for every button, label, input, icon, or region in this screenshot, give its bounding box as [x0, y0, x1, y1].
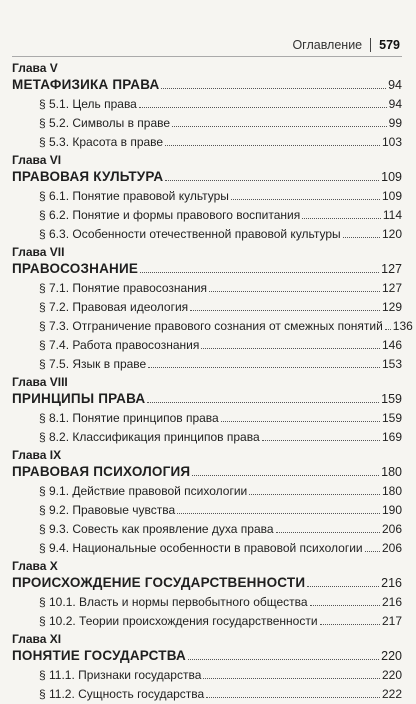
dot-leader [276, 532, 380, 533]
chapter-label: Глава V [12, 61, 58, 75]
toc-chapter [12, 632, 402, 704]
dot-leader [148, 367, 380, 368]
chapter-label: Глава VIII [12, 375, 68, 389]
dot-leader [206, 697, 380, 698]
section-page-number: 159 [381, 411, 402, 425]
section-page-number: 103 [381, 135, 402, 149]
chapter-page-number: 109 [381, 170, 402, 184]
chapter-title: ПОНЯТИЕ ГОСУДАРСТВА [12, 648, 186, 663]
section-title: § 7.3. Отграничение правового сознания от смежных понятий [39, 319, 383, 333]
section-title: § 9.4. Национальные особенности в правовой психологии [39, 541, 363, 555]
section-title: § 7.5. Язык в праве [39, 357, 147, 371]
dot-leader [365, 551, 380, 552]
chapter-title: ПРАВОВАЯ ПСИХОЛОГИЯ [12, 464, 191, 479]
chapter-page-number: 127 [381, 262, 402, 276]
dot-leader [310, 605, 380, 606]
chapter-page-number: 180 [381, 465, 402, 479]
toc-chapter [12, 375, 402, 447]
toc-section-row[interactable] [12, 409, 402, 428]
chapter-page-number: 220 [381, 649, 402, 663]
chapter-title: ПРАВОВАЯ КУЛЬТУРА [12, 169, 164, 184]
dot-leader [201, 348, 380, 349]
chapter-page-number: 216 [381, 576, 402, 590]
toc-section-row[interactable] [12, 114, 402, 133]
chapter-title: ПРОИСХОЖДЕНИЕ ГОСУДАРСТВЕННОСТИ [12, 575, 306, 590]
toc-section-row[interactable] [12, 187, 402, 206]
section-page-number: 220 [381, 668, 402, 682]
chapter-title-row[interactable] [12, 573, 402, 593]
toc-section-row[interactable] [12, 685, 402, 704]
chapter-page-number: 159 [381, 392, 402, 406]
toc-section-row[interactable] [12, 206, 402, 225]
section-title: § 8.1. Понятие принципов права [39, 411, 219, 425]
section-title: § 10.1. Власть и нормы первобытного общества [39, 595, 308, 609]
dot-leader [385, 329, 391, 330]
section-page-number: 169 [381, 430, 402, 444]
toc-chapter [12, 448, 402, 558]
dot-leader [140, 272, 379, 273]
toc-section-row[interactable] [12, 539, 402, 558]
section-page-number: 146 [381, 338, 402, 352]
section-title: § 5.2. Символы в праве [39, 116, 171, 130]
toc-section-row[interactable] [12, 482, 402, 501]
chapter-title-row[interactable] [12, 259, 402, 279]
dot-leader [190, 310, 380, 311]
toc-section-row[interactable] [12, 133, 402, 152]
running-header [292, 38, 400, 52]
toc-section-row[interactable] [12, 279, 402, 298]
header-separator [370, 38, 371, 52]
chapter-title: МЕТАФИЗИКА ПРАВА [12, 77, 160, 92]
section-page-number: 180 [381, 484, 402, 498]
toc-chapter [12, 61, 402, 152]
section-page-number: 206 [381, 541, 402, 555]
section-page-number: 114 [382, 208, 402, 222]
section-title: § 6.2. Понятие и формы правового воспитания [39, 208, 301, 222]
chapter-label: Глава XI [12, 632, 62, 646]
section-page-number: 109 [381, 189, 402, 203]
section-title: § 11.2. Сущность государства [39, 687, 205, 701]
dot-leader [139, 107, 387, 108]
dot-leader [307, 586, 379, 587]
section-page-number: 216 [381, 595, 402, 609]
section-page-number: 129 [381, 300, 402, 314]
dot-leader [343, 237, 380, 238]
toc-section-row[interactable] [12, 298, 402, 317]
toc-section-row[interactable] [12, 355, 402, 374]
section-title: § 5.3. Красота в праве [39, 135, 164, 149]
toc-section-row[interactable] [12, 95, 402, 114]
section-title: § 9.2. Правовые чувства [39, 503, 176, 517]
toc-section-row[interactable] [12, 225, 402, 244]
toc-section-row[interactable] [12, 428, 402, 447]
dot-leader [209, 291, 380, 292]
section-page-number: 120 [381, 227, 402, 241]
toc-chapter [12, 245, 413, 374]
header-section-title: Оглавление [292, 38, 363, 52]
toc-chapter [12, 153, 402, 244]
section-title: § 6.1. Понятие правовой культуры [39, 189, 229, 203]
dot-leader [165, 180, 379, 181]
chapter-title-row[interactable] [12, 646, 402, 666]
toc-section-row[interactable] [12, 612, 402, 631]
chapter-label: Глава VII [12, 245, 65, 259]
header-rule [12, 56, 402, 57]
section-title: § 11.1. Признаки государства [39, 668, 202, 682]
dot-leader [147, 402, 379, 403]
chapter-title: ПРИНЦИПЫ ПРАВА [12, 391, 146, 406]
header-page-number: 579 [379, 38, 400, 52]
toc-chapter [12, 559, 402, 631]
section-page-number: 217 [381, 614, 402, 628]
toc-section-row[interactable] [12, 520, 402, 539]
section-title: § 6.3. Особенности отечественной правовой культуры [39, 227, 341, 241]
toc-section-row[interactable] [12, 501, 402, 520]
dot-leader [249, 494, 380, 495]
toc-section-row[interactable] [12, 317, 413, 336]
section-page-number: 136 [392, 319, 413, 333]
section-page-number: 94 [388, 97, 402, 111]
section-title: § 7.4. Работа правосознания [39, 338, 200, 352]
chapter-title-row[interactable] [12, 167, 402, 187]
dot-leader [188, 659, 379, 660]
dot-leader [320, 624, 380, 625]
section-page-number: 99 [388, 116, 402, 130]
section-title: § 9.1. Действие правовой психологии [39, 484, 248, 498]
section-page-number: 153 [381, 357, 402, 371]
chapter-title: ПРАВОСОЗНАНИЕ [12, 261, 139, 276]
section-title: § 8.2. Классификация принципов права [39, 430, 260, 444]
section-page-number: 190 [381, 503, 402, 517]
toc-section-row[interactable] [12, 593, 402, 612]
chapter-title-row[interactable] [12, 75, 402, 95]
chapter-label: Глава IX [12, 448, 62, 462]
dot-leader [161, 88, 386, 89]
section-title: § 10.2. Теории происхождения государственности [39, 614, 318, 628]
toc-section-row[interactable] [12, 336, 402, 355]
dot-leader [172, 126, 387, 127]
chapter-label: Глава X [12, 559, 58, 573]
dot-leader [221, 421, 380, 422]
dot-leader [262, 440, 380, 441]
chapter-title-row[interactable] [12, 389, 402, 409]
dot-leader [165, 145, 380, 146]
dot-leader [192, 475, 379, 476]
section-title: § 9.3. Совесть как проявление духа права [39, 522, 274, 536]
chapter-label: Глава VI [12, 153, 62, 167]
chapter-page-number: 94 [388, 78, 402, 92]
section-page-number: 222 [381, 687, 402, 701]
table-of-contents [12, 60, 413, 704]
dot-leader [302, 218, 381, 219]
toc-section-row[interactable] [12, 666, 402, 685]
dot-leader [231, 199, 380, 200]
dot-leader [177, 513, 380, 514]
chapter-title-row[interactable] [12, 462, 402, 482]
section-page-number: 206 [381, 522, 402, 536]
section-title: § 7.2. Правовая идеология [39, 300, 189, 314]
section-title: § 5.1. Цель права [39, 97, 137, 111]
section-page-number: 127 [381, 281, 402, 295]
section-title: § 7.1. Понятие правосознания [39, 281, 208, 295]
